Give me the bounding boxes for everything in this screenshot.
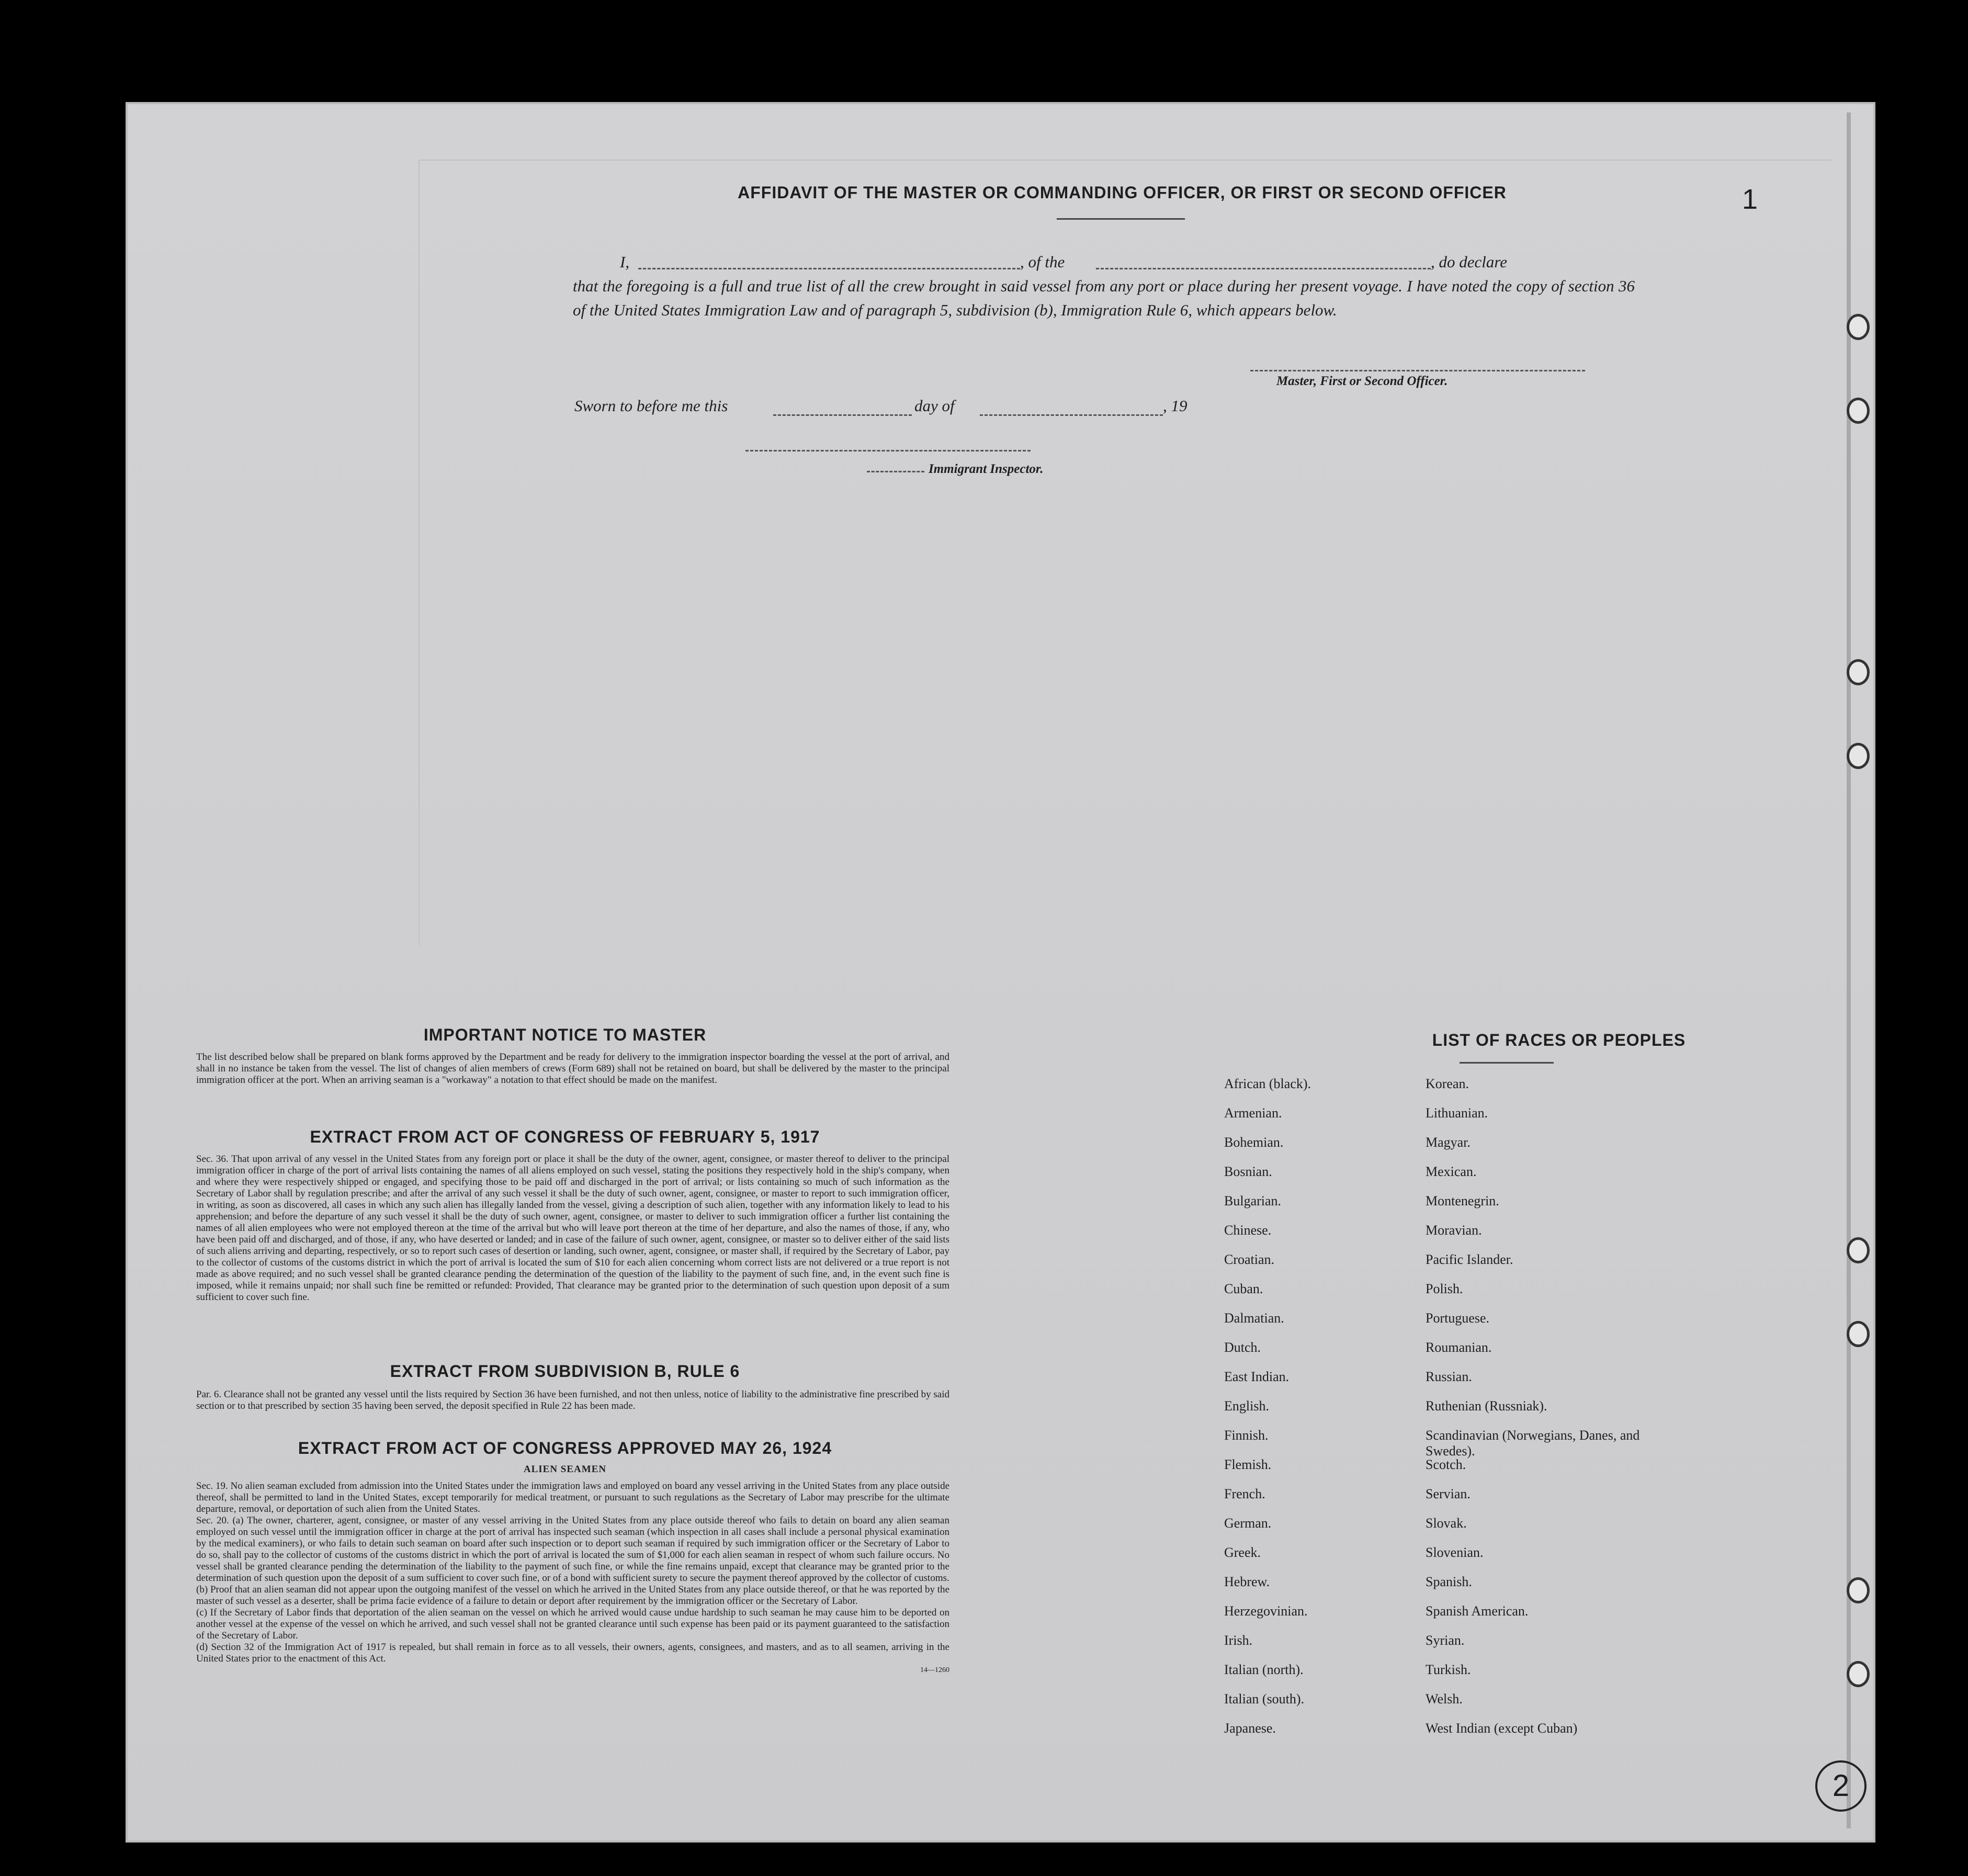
race-item: Dutch. — [1224, 1340, 1261, 1355]
sec-19: Sec. 19. No alien seaman excluded from admission into the United States under the immigration laws and employed on board any vessel arriving in the United States from any place outside thereof, shall be permitted to land in the United States, except temporarily for medical treatment, or pursuant to such regulations as the Secretary of Labor may prescribe for the ultimate departure, removal, or deportation of such alien from the United States. — [196, 1481, 949, 1515]
race-item: Croatian. — [1224, 1252, 1275, 1267]
declaration-line — [573, 250, 1635, 274]
punch-hole — [1847, 1237, 1870, 1263]
sec-20a: Sec. 20. (a) The owner, charterer, agent, consignee, or master of any vessel arriving in the United States from any place outside thereof who fails to detain on board any alien seaman employed on such vessel until the immigration officer in charge at the port of arrival has inspected such seaman (which inspection in all cases shall include a personal physical examination by the medical examiners), or who fails to detain such seaman on board after such inspection or to deport such seaman if required by such immigration officer or the Secretary of Labor to do so, shall pay to the collector of customs of the customs district in which the port of arrival is located the sum of $1,000 for each alien seaman in respect of whom such failure occurs. No vessel shall be granted clearance pending the determination of the liability to the payment of such fine, or while the fine remains unpaid, except that clearance may be granted prior to the determination of such question upon the deposit of a sum sufficient to cover such fine, or of a bond with sufficient surety to secure the payment thereof approved by the collector of customs. — [196, 1515, 949, 1584]
master-signature-line[interactable] — [1250, 370, 1585, 371]
race-item: Scotch. — [1426, 1457, 1466, 1472]
name-blank[interactable] — [638, 268, 1020, 269]
inspector-dash — [867, 471, 924, 472]
master-signature-caption: Master, First or Second Officer. — [1276, 374, 1448, 388]
extract-1917-title: EXTRACT FROM ACT OF CONGRESS OF FEBRUARY 5, 1917 — [310, 1127, 820, 1146]
day-of-label: day of — [914, 397, 955, 415]
sworn-label: Sworn to before me this — [574, 397, 728, 415]
race-item: Moravian. — [1426, 1223, 1482, 1238]
punch-hole — [1847, 659, 1870, 685]
punch-hole — [1847, 398, 1870, 424]
notice-title: IMPORTANT NOTICE TO MASTER — [423, 1025, 707, 1044]
race-item: Irish. — [1224, 1633, 1253, 1648]
race-item: Magyar. — [1426, 1135, 1471, 1150]
year-label: , 19 — [1163, 397, 1187, 415]
circled-page-number: 2 — [1815, 1760, 1867, 1812]
punch-hole — [1847, 743, 1870, 769]
races-title: LIST OF RACES OR PEOPLES — [1432, 1031, 1686, 1049]
race-item: Slovak. — [1426, 1516, 1467, 1531]
extract-1924-title: EXTRACT FROM ACT OF CONGRESS APPROVED MAY 26, 1924 — [298, 1439, 832, 1457]
races-right-column — [1426, 1076, 1671, 1750]
race-item: Greek. — [1224, 1545, 1261, 1560]
race-item: French. — [1224, 1486, 1265, 1501]
notice-text: The list described below shall be prepared on blank forms approved by the Department and be ready for delivery to the immigration inspector boarding the vessel at the port of arrival, and shall in no instance be taken from the vessel. The list of changes of alien members of crews (Form 689) shall not be retained on board, but shall be delivered by the master to the principal immigration officer at the port. When an arriving seaman is a "workaway" a notation to that effect should be made on the manifest. — [196, 1052, 949, 1086]
top-right-mark: 1 — [1742, 184, 1758, 215]
race-item: Russian. — [1426, 1369, 1472, 1384]
punch-hole — [1847, 1661, 1870, 1687]
race-item: Montenegrin. — [1426, 1193, 1499, 1208]
punch-hole — [1847, 314, 1870, 340]
form-number: 14—1260 — [920, 1666, 949, 1674]
punch-hole — [1847, 1577, 1870, 1603]
sworn-line — [574, 397, 1307, 421]
sec-20d: (d) Section 32 of the Immigration Act of 1917 is repealed, but shall remain in force as to all vessels, their owners, agents, consignees, and masters, and as to all seamen, arriving in the United States prior to the enactment of this Act. — [196, 1642, 949, 1664]
race-item: Finnish. — [1224, 1428, 1269, 1443]
declaration-do-declare: , do declare — [1431, 253, 1508, 271]
race-item: Bohemian. — [1224, 1135, 1284, 1150]
affidavit-declaration — [573, 250, 1635, 322]
race-item: Italian (north). — [1224, 1662, 1304, 1677]
declaration-i: I, — [620, 253, 630, 271]
race-item: Cuban. — [1224, 1281, 1263, 1296]
declaration-body: that the foregoing is a full and true list of all the crew brought in said vessel from any port or place during her present voyage. I have noted the copy of section 36 of the United States Immigration Law and of paragraph 5, subdivision (b), Immigration Rule 6, which appears below. — [573, 277, 1635, 319]
vessel-blank[interactable] — [1096, 268, 1431, 269]
race-item: Ruthenian (Russniak). — [1426, 1398, 1547, 1414]
race-item: Turkish. — [1426, 1662, 1471, 1677]
race-item: Scandinavian (Norwegians, Danes, and Swedes). — [1426, 1428, 1640, 1459]
race-item: Bosnian. — [1224, 1164, 1272, 1179]
race-item: Bulgarian. — [1224, 1193, 1282, 1208]
manifest-sheet — [126, 102, 1875, 1843]
race-item: West Indian (except Cuban) — [1426, 1721, 1578, 1736]
race-item: Mexican. — [1426, 1164, 1477, 1179]
race-item: Syrian. — [1426, 1633, 1465, 1648]
sec-20c: (c) If the Secretary of Labor finds that deportation of the alien seaman on the vessel on which he arrived would cause undue hardship to such seaman he may cause him to be deported on another vessel at the expense of the vessel on which he arrived, and such vessel shall not be granted clearance until such expense has been paid or its payment guaranteed to the satisfaction of the Secretary of Labor. — [196, 1607, 949, 1641]
race-item: Korean. — [1426, 1076, 1469, 1091]
race-item: Lithuanian. — [1426, 1105, 1488, 1121]
race-item: Herzegovinian. — [1224, 1603, 1308, 1619]
race-item: Chinese. — [1224, 1223, 1272, 1238]
race-item: Pacific Islander. — [1426, 1252, 1513, 1267]
sworn-month-blank[interactable] — [980, 414, 1163, 416]
extract-1917-text: Sec. 36. That upon arrival of any vessel in the United States from any foreign port or place it shall be the duty of the owner, agent, consignee, or master thereof to deliver to the principal immigration officer in charge of the port of arrival lists containing the names of all aliens employed on such vessel, stating the positions they respectively hold in the ship's company, when and where they were respectively shipped or engaged, and specifying those to be paid off and discharged in the port of arrival; or lists containing so much of such information as the Secretary of Labor shall by regulation prescribe; and after the arrival of any such vessel it shall be the duty of such owner, agent, consignee, or master to report to such immigration officer, in writing, as soon as discovered, all cases in which any such alien has illegally landed from the vessel, giving a description of such alien, together with any information likely to lead to his apprehension; and before the departure of any such vessel it shall be the duty of such owner, agent, consignee, or master to deliver to such immigration officer a further list containing the names of all alien employees who were not employed thereon at the time of the arrival but who will leave port thereon at the time of her departure, and also the names of those, if any, who have been paid off and discharged, and of those, if any, who have deserted or landed; and in case of the failure of such owner, agent, consignee, or master so to deliver either of the said lists of such aliens arriving and departing, respectively, or so to report such cases of desertion or landing, such owner, agent, consignee, or master shall, if required by the Secretary of Labor, pay to the collector of customs of the customs district in which the port of arrival is located the sum of $10 for each alien concerning whom correct lists are not delivered or a true report is not made as above required; and no such vessel shall be granted clearance pending the determination of the question of the liability to the payment of such fine, and, in the event such fine is imposed, while it remains unpaid; nor shall such fine be remitted or refunded: Provided, That clearance may be granted prior to the determination of such question upon deposit of a sum sufficient to cover such fine. — [196, 1154, 949, 1303]
race-item: Flemish. — [1224, 1457, 1272, 1472]
race-item: African (black). — [1224, 1076, 1311, 1091]
race-item: Japanese. — [1224, 1721, 1276, 1736]
races-left-column — [1224, 1076, 1423, 1750]
extract-rule6-title: EXTRACT FROM SUBDIVISION B, RULE 6 — [390, 1362, 740, 1381]
race-item: German. — [1224, 1516, 1272, 1531]
extract-1924-body — [196, 1481, 949, 1676]
race-item: Armenian. — [1224, 1105, 1282, 1121]
title-underline — [1057, 218, 1185, 220]
declaration-of-the: , of the — [1020, 253, 1065, 271]
race-item: Polish. — [1426, 1281, 1463, 1296]
races-title-underline — [1460, 1062, 1554, 1064]
race-item: Hebrew. — [1224, 1574, 1270, 1589]
race-item: Spanish American. — [1426, 1603, 1529, 1619]
inspector-signature-line[interactable] — [745, 450, 1031, 451]
affidavit-title: AFFIDAVIT OF THE MASTER OR COMMANDING OFFICER, OR FIRST OR SECOND OFFICER — [738, 183, 1507, 202]
punch-hole — [1847, 1321, 1870, 1347]
extract-rule6-text: Par. 6. Clearance shall not be granted any vessel until the lists required by Section 36 have been furnished, and not then unless, notice of liability to the administrative fine prescribed by said section or to that prescribed by section 35 having been served, the deposit specified in Rule 22 has been made. — [196, 1389, 949, 1411]
race-item: Dalmatian. — [1224, 1310, 1284, 1326]
inspector-caption: Immigrant Inspector. — [929, 462, 1044, 476]
race-item: Servian. — [1426, 1486, 1471, 1501]
sworn-day-blank[interactable] — [773, 414, 912, 416]
race-item: Slovenian. — [1426, 1545, 1484, 1560]
race-item: Welsh. — [1426, 1691, 1463, 1707]
race-item: English. — [1224, 1398, 1269, 1414]
race-item: Spanish. — [1426, 1574, 1472, 1589]
race-item: Portuguese. — [1426, 1310, 1490, 1326]
race-item: East Indian. — [1224, 1369, 1290, 1384]
sheet-fold-edge — [1847, 112, 1851, 1828]
sec-20b: (b) Proof that an alien seaman did not appear upon the outgoing manifest of the vessel on which he arrived in the United States from any place outside thereof, or that he was reported by the master of such vessel as a deserter, shall be prima facie evidence of a failure to detain or deport after requirement by the immigration officer or the Secretary of Labor. — [196, 1584, 949, 1607]
race-item: Roumanian. — [1426, 1340, 1492, 1355]
alien-seamen-subtitle: ALIEN SEAMEN — [523, 1464, 607, 1475]
race-item: Italian (south). — [1224, 1691, 1305, 1707]
